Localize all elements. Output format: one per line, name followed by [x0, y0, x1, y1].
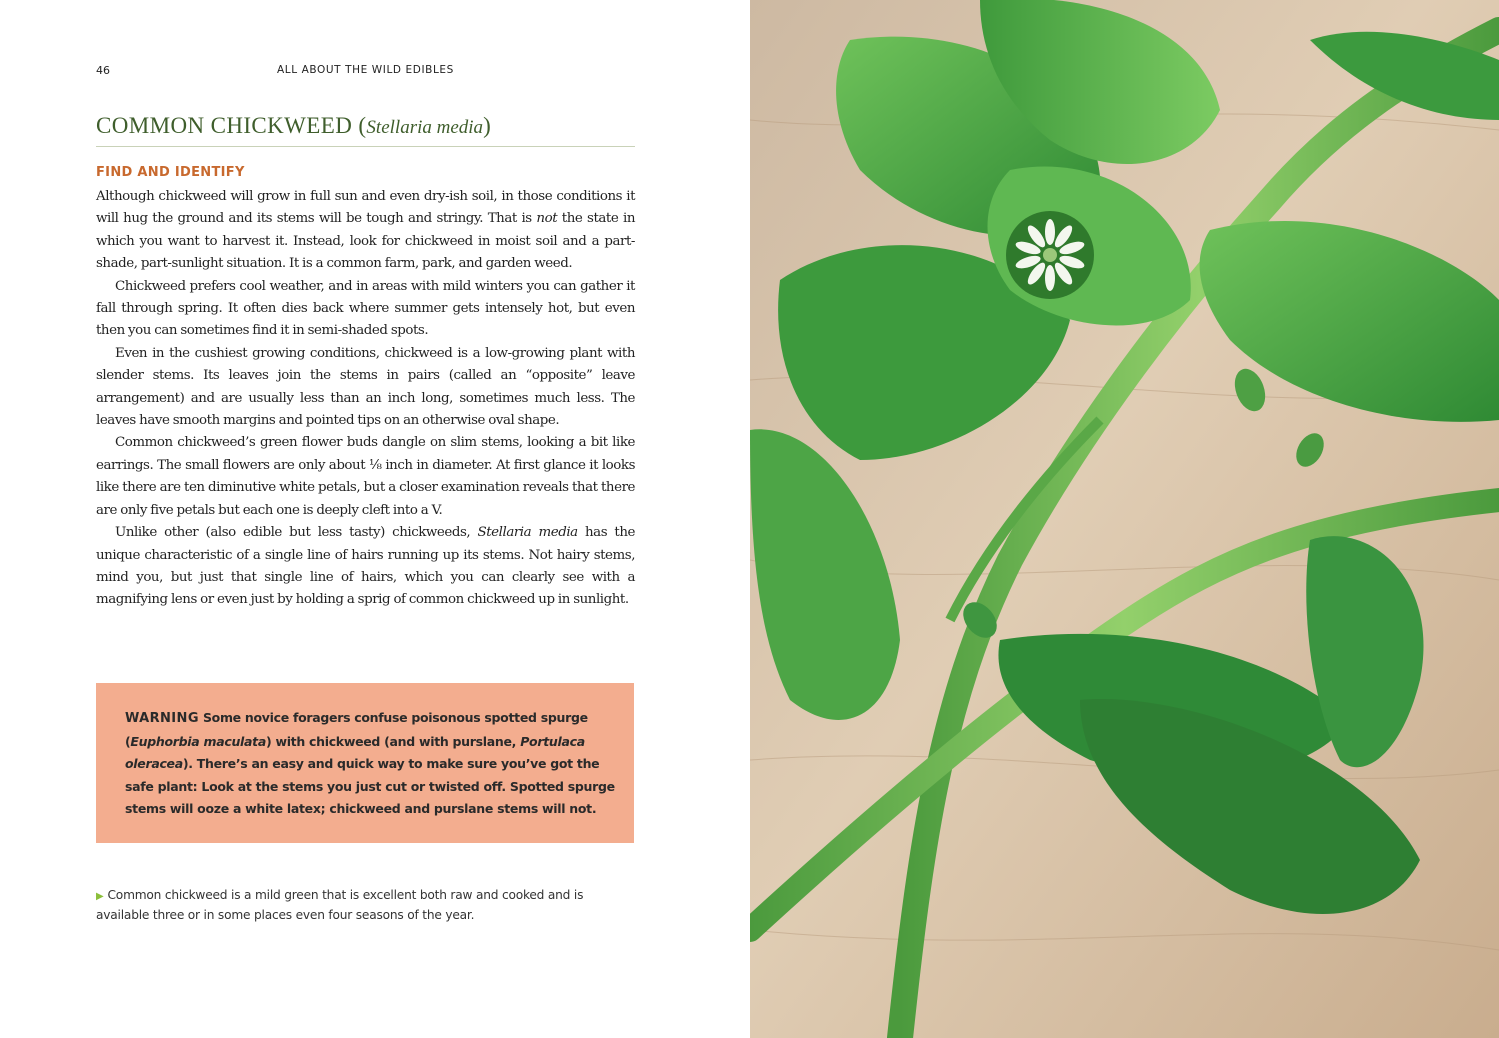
warning-label: WARNING [125, 711, 199, 726]
running-head: ALL ABOUT THE WILD EDIBLES [277, 64, 454, 76]
chickweed-photo-illustration [750, 0, 1499, 1038]
chickweed-photo [750, 0, 1499, 1038]
paragraph-3: Even in the cushiest growing conditions, chickweed is a low-growing plant with slender stems. Its leaves join the stems in pairs (called an “opposite” leave arrangement) and are usually less than an inch long, sometimes much less. The leaves have smooth margins and pointed tips on an otherwise oval shape. [96, 345, 635, 429]
title-rule [96, 146, 635, 147]
paragraph-5-emphasis: Stellaria media [477, 525, 578, 541]
paragraph-1-text-a: Although chickweed will grow in full sun and even dry-ish soil, in those conditions it will hug the ground and its stems will be tough and stringy. That is [96, 189, 635, 227]
paragraph-1-text-b: the state in which you want to harvest it. Instead, look for chickweed in moist soil and a part-shade, part-sunlight situation. It is a common farm, park, and garden weed. [96, 211, 635, 272]
section-subhead: FIND AND IDENTIFY [96, 165, 245, 180]
warning-text-b: ) with chickweed (and with purslane, [265, 733, 521, 749]
triangle-right-icon: ▶ [96, 891, 104, 902]
photo-caption [96, 886, 636, 924]
warning-emphasis-1: Euphorbia maculata [130, 733, 266, 749]
warning-text [125, 707, 615, 821]
title-main: COMMON CHICKWEED ( [96, 113, 367, 138]
paragraph-1 [96, 186, 635, 276]
title-scientific-name: Stellaria media [366, 117, 484, 138]
article-title [96, 113, 636, 139]
warning-text-a: Some novice foragers confuse poisonous spotted spurge ( [125, 710, 588, 749]
title-close: ) [483, 113, 492, 138]
paragraph-2: Chickweed prefers cool weather, and in areas with mild winters you can gather it fall through spring. It often dies back where summer gets intensely hot, but even then you can sometimes find it in semi-shaded spots. [96, 278, 635, 339]
paragraph-5 [96, 522, 635, 612]
paragraph-1-emphasis: not [536, 211, 558, 227]
warning-box [96, 683, 634, 843]
warning-text-c: ). There’s an easy and quick way to make sure you’ve got the safe plant: Look at the stems you just cut or twisted off. Spotted spurge stems will ooze a white latex; chickweed and purslane stems will not. [125, 756, 615, 816]
warning-emphasis-2: Portulaca oleracea [125, 733, 585, 771]
paragraph-5-text-b: has the unique characteristic of a single line of hairs running up its stems. Not hairy stems, mind you, but just that single line of hairs, which you can clearly see with a magnifying lens or even just by holding a sprig of common chickweed up in sunlight. [96, 525, 635, 608]
paragraph-5-text-a: Unlike other (also edible but less tasty) chickweeds, [115, 525, 478, 541]
article-body [96, 186, 635, 612]
paragraph-4: Common chickweed’s green flower buds dangle on slim stems, looking a bit like earrings. The small flowers are only about ⅛ inch in diameter. At first glance it looks like there are ten diminutive white petals, but a closer examination reveals that there are only five petals but each one is deeply cleft into a V. [96, 435, 635, 518]
caption-text: Common chickweed is a mild green that is excellent both raw and cooked and is available three or in some places even four seasons of the year. [96, 888, 584, 922]
page-number: 46 [96, 64, 110, 77]
